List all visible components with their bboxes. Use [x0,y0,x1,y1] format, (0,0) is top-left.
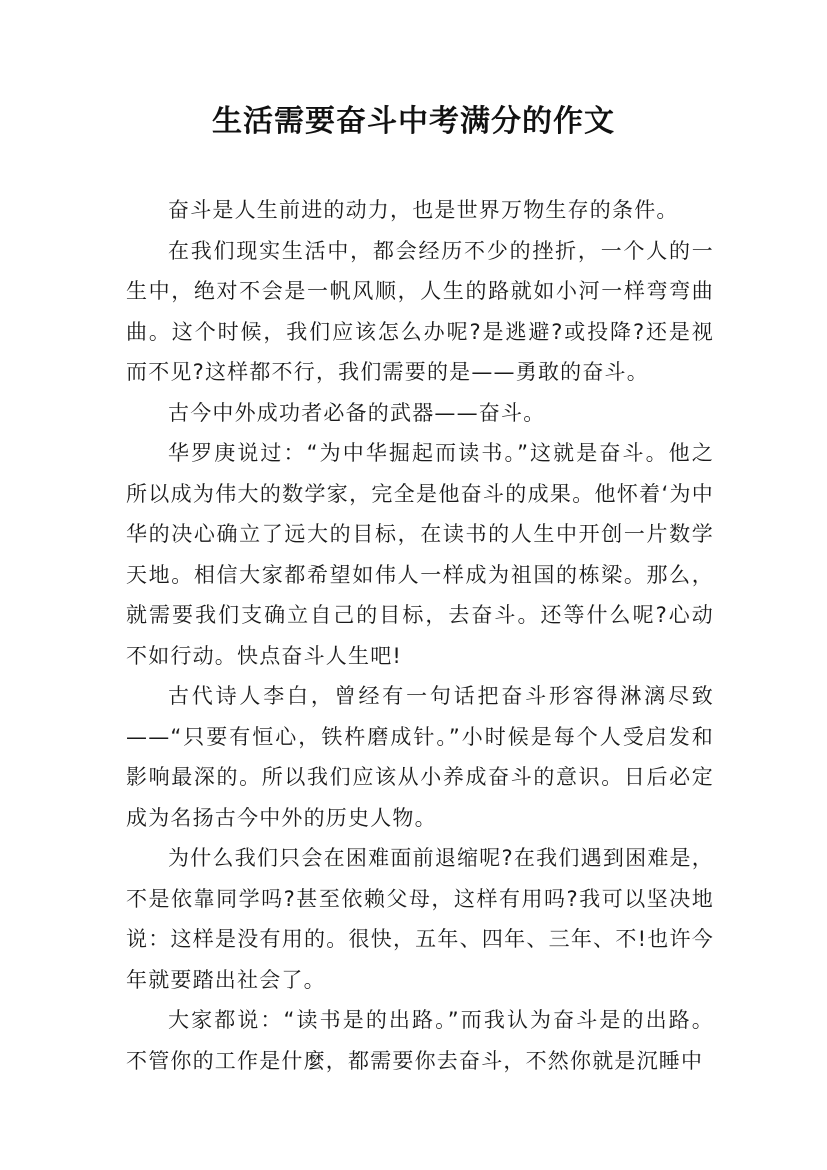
paragraph-7: 大家都说：“读书是的出路。”而我认为奋斗是的出路。不管你的工作是什麼，都需要你去奋斗，不然你就是沉睡中 [126,1008,714,1073]
paragraph-4: 华罗庚说过：“为中华掘起而读书。”这就是奋斗。他之所以成为伟大的数学家，完全是他奋斗的成果。他怀着‘为中华的决心确立了远大的目标，在读书的人生中开创一片数学天地。相信大家都希望如伟人一样成为祖国的栋梁。那么，就需要我们支确立自己的目标，去奋斗。还等什么呢?心动不如行动。快点奋斗人生吧! [126,441,714,668]
paragraph-6: 为什么我们只会在困难面前退缩呢?在我们遇到困难是，不是依靠同学吗?甚至依赖父母，这样有用吗?我可以坚决地说：这样是没有用的。很快，五年、四年、三年、不!也许今年就要踏出社会了。 [126,846,714,992]
paragraph-5: 古代诗人李白，曾经有一句话把奋斗形容得淋漓尽致——“只要有恒心，铁杵磨成针。”小时候是每个人受启发和影响最深的。所以我们应该从小养成奋斗的意识。日后必定成为名扬古今中外的历史人物。 [126,684,714,830]
paragraph-1: 奋斗是人生前进的动力，也是世界万物生存的条件。 [168,198,679,222]
paragraph-3: 古今中外成功者必备的武器——奋斗。 [168,400,546,425]
paragraph-2: 在我们现实生活中，都会经历不少的挫折，一个人的一生中，绝对不会是一帆风顺，人生的路就如小河一样弯弯曲曲。这个时候，我们应该怎么办呢?是逃避?或投降?还是视而不见?这样都不行，我们需要的是——勇敢的奋斗。 [126,238,714,384]
document-title: 生活需要奋斗中考满分的作文 [212,104,615,139]
document-body [126,190,714,1081]
